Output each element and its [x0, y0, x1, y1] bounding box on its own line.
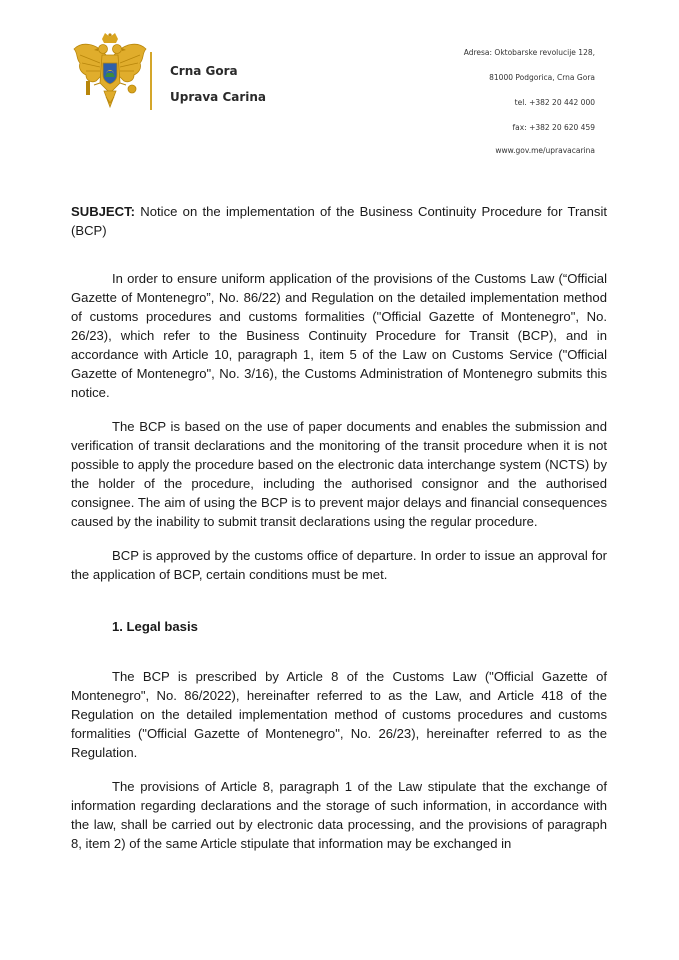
org-country: Crna Gora — [170, 64, 238, 78]
paragraph: The BCP is prescribed by Article 8 of the Customs Law ("Official Gazette of Montenegro", No. 86/2022), hereinafter referred to as the Law, and Article 418 of the Regulation on the detailed implementation method of customs procedures and customs formalities ("Official Gazette of Montenegro", No. 26/23), hereinafter referred to as the Regulation. — [71, 669, 607, 760]
montenegro-coat-of-arms-icon — [72, 33, 148, 111]
address-fax: fax: +382 20 620 459 — [512, 123, 595, 132]
address-city: 81000 Podgorica, Crna Gora — [489, 73, 595, 82]
letterhead-divider — [150, 52, 152, 110]
subject-line — [71, 202, 607, 240]
document-body — [71, 202, 607, 853]
address-street: Adresa: Oktobarske revolucije 128, — [463, 48, 595, 57]
subject-text: Notice on the implementation of the Business Continuity Procedure for Transit (BCP) — [71, 204, 607, 238]
paragraph: BCP is approved by the customs office of departure. In order to issue an approval for the application of BCP, certain conditions must be met. — [71, 548, 607, 582]
paragraph: The provisions of Article 8, paragraph 1 of the Law stipulate that the exchange of information regarding declarations and the storage of such information, in accordance with the law, shall be carried out by electronic data processing, and the provisions of paragraph 8, item 2) of the same Article stipulate that information may be exchanged in — [71, 779, 607, 851]
subject-label: SUBJECT: — [71, 204, 136, 219]
section-heading: 1. Legal basis — [112, 619, 198, 634]
address-website: www.gov.me/upravacarina — [495, 146, 595, 155]
org-name: Uprava Carina — [170, 90, 267, 104]
paragraph: The BCP is based on the use of paper documents and enables the submission and verification of transit declarations and the monitoring of the transit procedure when it is not possible to apply the procedure based on the electronic data interchange system (NCTS) by the holder of the procedure, including the authorised consignor and the authorised consignee. The aim of using the BCP is to prevent major delays and financial consequences caused by the inability to submit transit declarations using the regular procedure. — [71, 419, 607, 529]
paragraph: In order to ensure uniform application of the provisions of the Customs Law (“Official Gazette of Montenegro”, No. 86/22) and Regulation on the detailed implementation method of customs procedures and customs formalities ("Official Gazette of Montenegro", No. 26/23), which refer to the Business Continuity Procedure for Transit (BCP), and in accordance with Article 10, paragraph 1, item 5 of the Law on Customs Service ("Official Gazette of Montenegro", No. 3/16), the Customs Administration of Montenegro submits this notice. — [71, 271, 607, 400]
letterhead — [0, 0, 679, 190]
address-phone: tel. +382 20 442 000 — [514, 98, 595, 107]
